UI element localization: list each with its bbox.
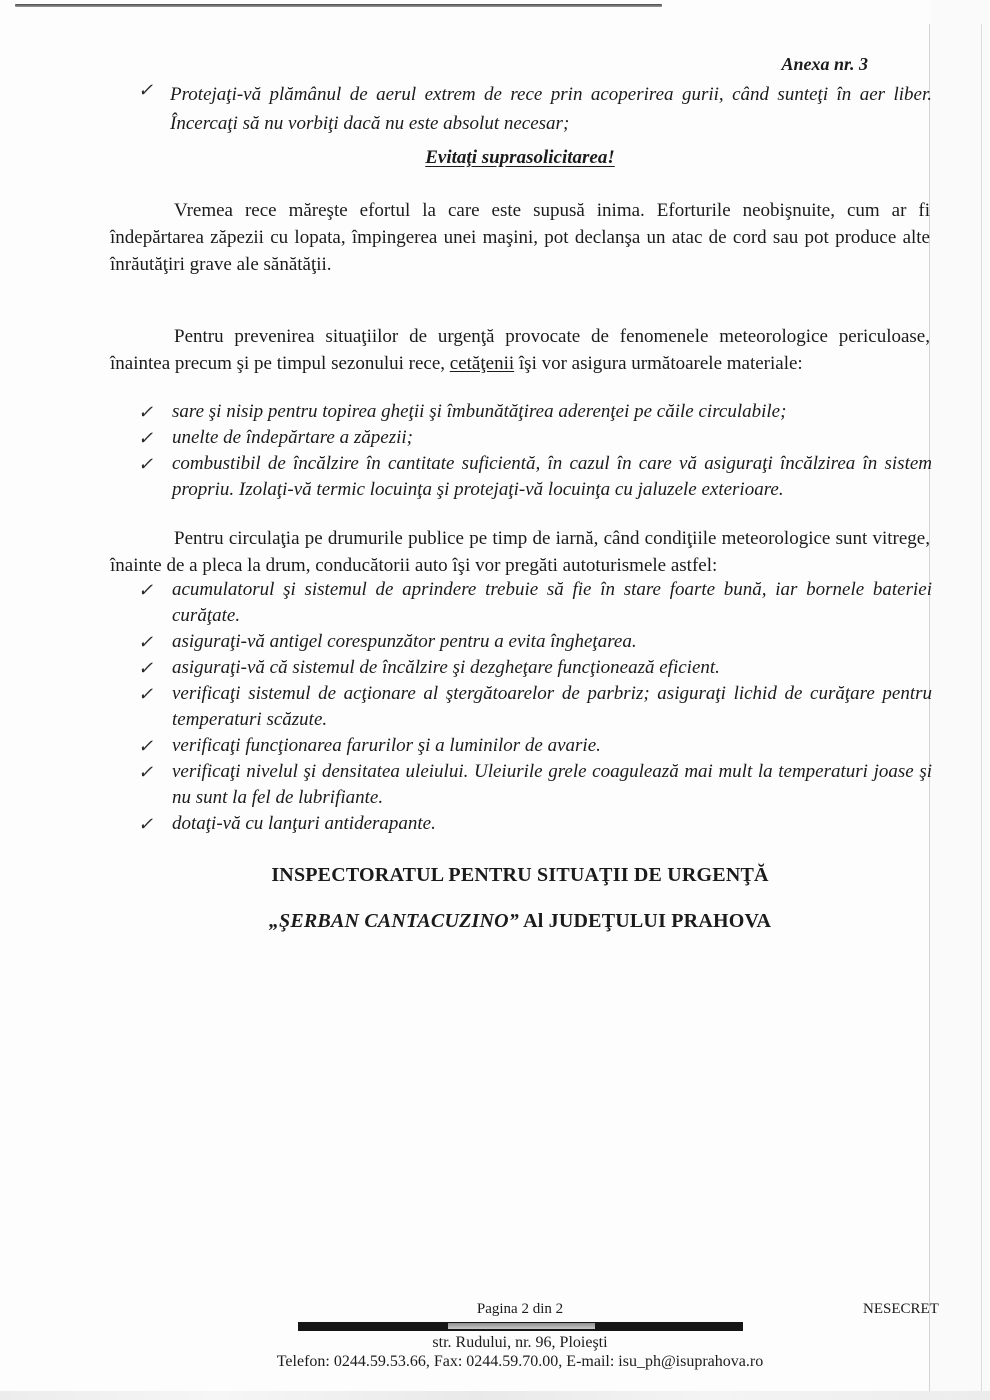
checkmark-icon: ✓ bbox=[138, 736, 154, 756]
footer-address: str. Rudului, nr. 96, Ploieşti bbox=[432, 1334, 608, 1351]
list-item bbox=[138, 425, 932, 451]
intro-bullet-text: Protejaţi-vă plămânul de aerul extrem de rece prin acoperirea gurii, când sunteţi în aer liber. Încercaţi să nu vorbiţi dacă nu este absolut necesar; bbox=[170, 84, 932, 134]
checkmark-icon: ✓ bbox=[138, 402, 154, 422]
checkmark-icon: ✓ bbox=[138, 658, 154, 678]
footer-page-number: Pagina 2 din 2 bbox=[476, 1301, 564, 1317]
list-item bbox=[138, 733, 932, 759]
list-item bbox=[138, 451, 932, 503]
list-item-text: asiguraţi-vă antigel corespunzător pentru a evita îngheţarea. bbox=[172, 631, 637, 652]
paragraph-effort: Vremea rece măreşte efortul la care este supusă inima. Eforturile neobişnuite, cum ar fi îndepărtarea zăpezii cu lopata, împingerea unei maşini, pot declanşa un atac de cord sau pot produce alte înrăutăţiri grave ale sănătăţii. bbox=[110, 200, 930, 275]
list-item-text: sare şi nisip pentru topirea gheţii şi îmbunătăţirea aderenţei pe căile circulabile; bbox=[172, 401, 787, 422]
issuer-name-line1: INSPECTORATUL PENTRU SITUAŢII DE URGENŢĂ bbox=[271, 864, 769, 886]
checkmark-icon: ✓ bbox=[138, 454, 154, 474]
checkmark-icon: ✓ bbox=[138, 814, 154, 834]
issuer-unit-name: „ŞERBAN CANTACUZINO” bbox=[268, 910, 519, 932]
checkmark-icon: ✓ bbox=[138, 762, 154, 782]
paragraph-prevention bbox=[110, 323, 930, 377]
list-item-text: unelte de îndepărtare a zăpezii; bbox=[172, 427, 413, 448]
paragraph-driving: Pentru circulaţia pe drumurile publice pe timp de iarnă, când condiţiile meteorologice sunt vitrege, înainte de a pleca la drum, conducătorii auto îşi vor pregăti autoturismele astfel: bbox=[110, 528, 930, 576]
list-item bbox=[138, 759, 932, 811]
section-heading: Evitaţi suprasolicitarea! bbox=[425, 147, 615, 168]
issuer-name-line2 bbox=[110, 910, 930, 933]
list-item-text: verificaţi nivelul şi densitatea uleiului. Uleiurile grele coagulează mai mult la temperaturi joase şi nu sunt la fel de lubrifiante. bbox=[172, 761, 932, 808]
list-item-text: verificaţi funcţionarea farurilor şi a luminilor de avarie. bbox=[172, 735, 601, 756]
list-item bbox=[138, 811, 932, 837]
list-item-text: dotaţi-vă cu lanţuri antiderapante. bbox=[172, 813, 436, 834]
checkmark-icon: ✓ bbox=[138, 80, 154, 100]
checkmark-icon: ✓ bbox=[138, 684, 154, 704]
checkmark-icon: ✓ bbox=[138, 428, 154, 448]
list-item-text: combustibil de încălzire în cantitate suficientă, în cazul în care vă asiguraţi încălzirea în sistem propriu. Izolaţi-vă termic locuinţa şi protejaţi-vă locuinţa cu jaluzele exterioare. bbox=[172, 453, 932, 500]
paragraph-prevention-before: Pentru prevenirea situaţiilor de urgenţă provocate de fenomenele meteorologice periculoase, înaintea precum şi pe timpul sezonului rece, bbox=[110, 326, 930, 374]
list-item-text: verificaţi sistemul de acţionare al ştergătoarelor de parbriz; asiguraţi lichid de curăţare pentru temperaturi scăzute. bbox=[172, 683, 932, 730]
list-item-text: asiguraţi-vă că sistemul de încălzire şi dezgheţare funcţionează eficient. bbox=[172, 657, 720, 678]
materials-list bbox=[138, 399, 932, 503]
scan-bottom-noise bbox=[0, 1391, 990, 1400]
list-item bbox=[138, 399, 932, 425]
vehicle-checklist bbox=[138, 577, 932, 837]
annex-label: Anexa nr. 3 bbox=[781, 54, 868, 74]
issuer-county: Al JUDEŢULUI PRAHOVA bbox=[518, 910, 772, 932]
list-item-text: acumulatorul şi sistemul de aprindere trebuie să fie în stare foarte bună, iar bornele bateriei curăţate. bbox=[172, 579, 932, 626]
checkmark-icon: ✓ bbox=[138, 632, 154, 652]
scan-top-rule bbox=[15, 4, 662, 7]
footer-separator-bar-highlight bbox=[448, 1323, 595, 1329]
footer-contact: Telefon: 0244.59.53.66, Fax: 0244.59.70.00, E-mail: isu_ph@isuprahova.ro bbox=[276, 1353, 764, 1370]
page-edge-line bbox=[981, 24, 982, 1400]
footer-separator-bar bbox=[298, 1322, 743, 1331]
paragraph-prevention-after: îşi vor asigura următoarele materiale: bbox=[514, 353, 803, 374]
list-item bbox=[138, 577, 932, 629]
list-item bbox=[138, 629, 932, 655]
intro-bullet bbox=[138, 80, 932, 138]
underlined-term: cetăţenii bbox=[449, 353, 515, 374]
list-item bbox=[138, 681, 932, 733]
classification-label: NESECRET bbox=[863, 1301, 939, 1317]
checkmark-icon: ✓ bbox=[138, 580, 154, 600]
list-item bbox=[138, 655, 932, 681]
